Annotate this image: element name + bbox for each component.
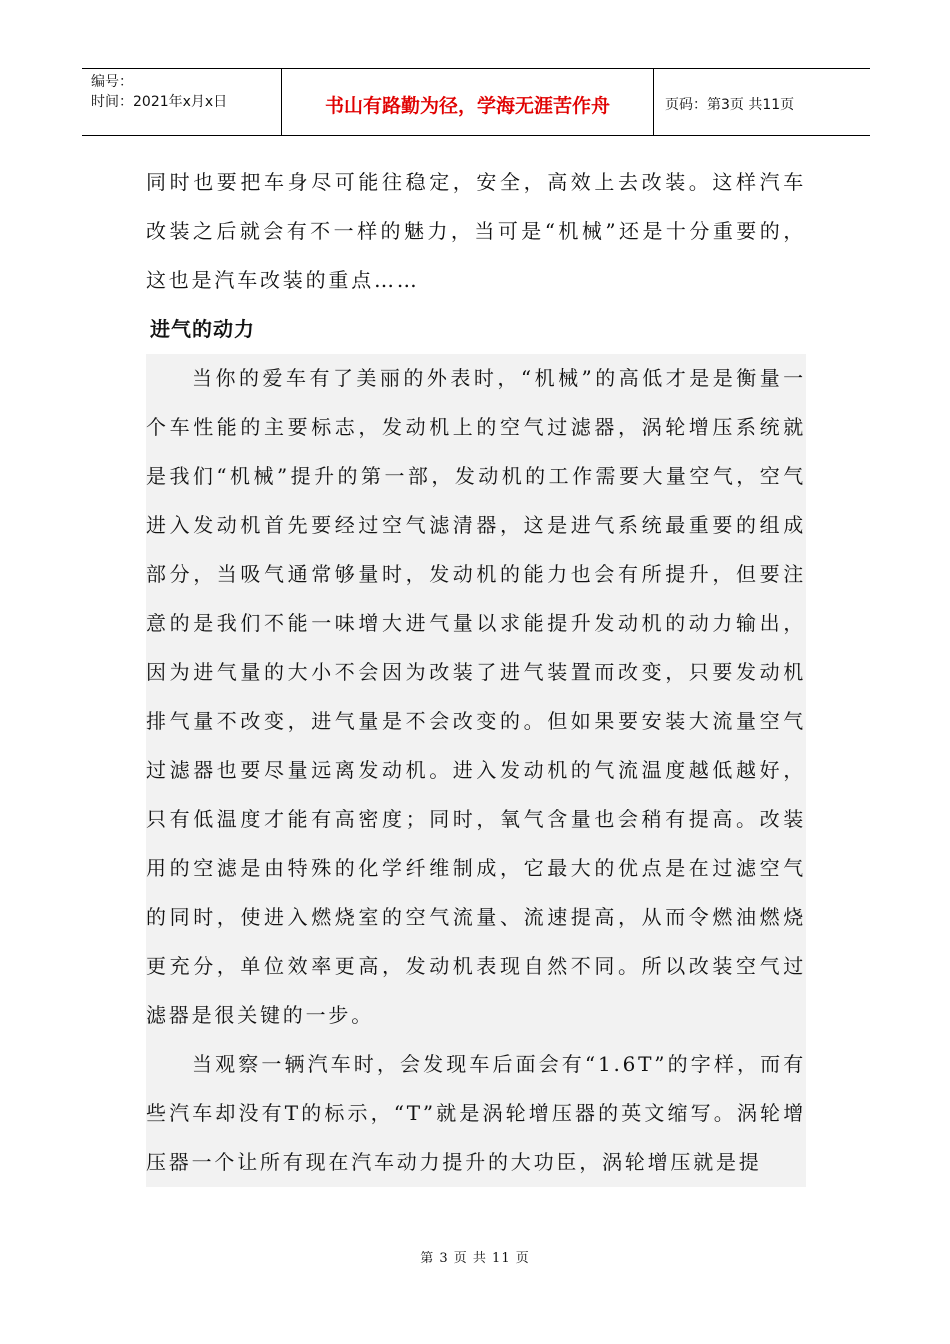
document-body — [146, 158, 806, 1187]
paragraph-air-intake: 当你的爱车有了美丽的外表时，“机械”的高低才是是衡量一个车性能的主要标志，发动机上的空气过滤器，涡轮增压系统就是我们“机械”提升的第一部，发动机的工作需要大量空气，空气进入发动机首先要经过空气滤清器，这是进气系统最重要的组成部分，当吸气通常够量时，发动机的能力也会有所提升，但要注意的是我们不能一味增大进气量以求能提升发动机的动力输出，因为进气量的大小不会因为改装了进气装置而改变，只要发动机排气量不改变，进气量是不会改变的。但如果要安装大流量空气过滤器也要尽量远离发动机。进入发动机的气流温度越低越好，只有低温度才能有高密度；同时，氧气含量也会稍有提高。改装用的空滤是由特殊的化学纤维制成，它最大的优点是在过滤空气的同时，使进入燃烧室的空气流量、流速提高，从而令燃油燃烧更充分，单位效率更高，发动机表现自然不同。所以改装空气过滤器是很关键的一步。 — [146, 366, 806, 1027]
intro-paragraph: 同时也要把车身尽可能往稳定，安全，高效上去改装。这样汽车改装之后就会有不一样的魅力，当可是“机械”还是十分重要的，这也是汽车改装的重点…… — [146, 170, 806, 292]
header-page-info: 页码：第3页 共11页 — [665, 97, 795, 113]
page-header — [82, 68, 870, 136]
page-footer: 第 3 页 共 11 页 — [420, 1251, 530, 1266]
section-heading: 进气的动力 — [150, 317, 255, 341]
header-motto: 书山有路勤为径，学海无涯苦作舟 — [282, 69, 654, 135]
shaded-section — [146, 354, 806, 1187]
document-number-label: 编号： — [91, 74, 133, 90]
header-meta — [82, 69, 282, 135]
document-time-label: 时间：2021年x月x日 — [91, 94, 228, 110]
paragraph-turbocharger: 当观察一辆汽车时，会发现车后面会有“1.6T”的字样，而有些汽车却没有T的标示，“T”就是涡轮增压器的英文缩写。涡轮增压器一个让所有现在汽车动力提升的大功臣，涡轮增压就是提 — [146, 1052, 806, 1174]
